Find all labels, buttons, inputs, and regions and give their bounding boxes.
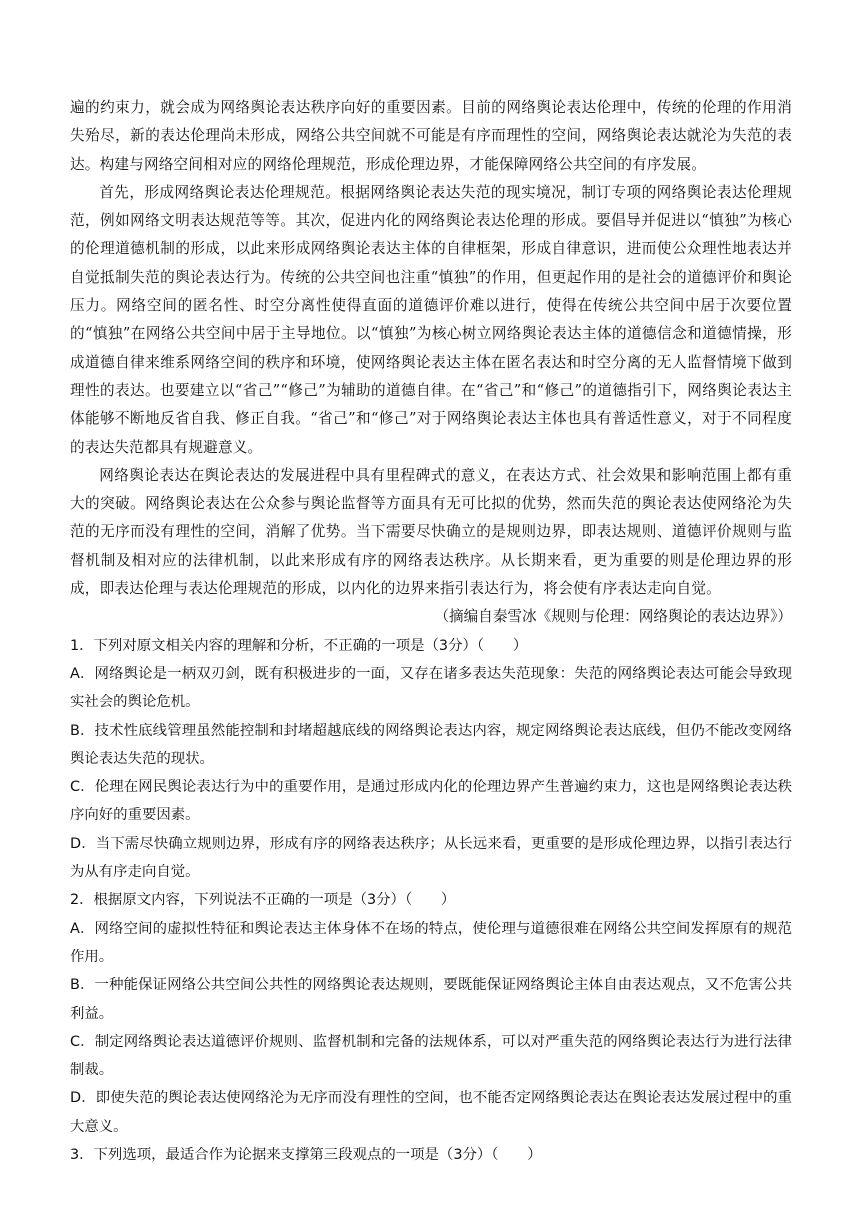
- question-2: [70, 886, 792, 1141]
- question-1-option-c: C．伦理在网民舆论表达行为中的重要作用，是通过形成内化的伦理边界产生普遍约束力，这也是网络舆论表达秩序向好的重要因素。: [70, 779, 792, 824]
- question-1-option-d: D．当下需尽快确立规则边界，形成有序的网络表达秩序；从长远来看，更重要的是形成伦理边界，以指引表达行为从有序走向自觉。: [70, 835, 792, 881]
- question-1-stem: 1．下列对原文相关内容的理解和分析，不正确的一项是（3分）（ ）: [70, 637, 528, 654]
- question-2-option-b: B．一种能保证网络公共空间公共性的网络舆论表达规则，要既能保证网络舆论主体自由表达观点，又不危害公共利益。: [70, 977, 792, 1022]
- question-1-option-a: A．网络舆论是一柄双刃剑，既有积极进步的一面，又存在诸多表达失范现象：失范的网络舆论表达可能会导致现实社会的舆论危机。: [70, 665, 792, 711]
- passage-paragraph-conclusion: 网络舆论表达在舆论表达的发展进程中具有里程碑式的意义，在表达方式、社会效果和影响范围上都有重大的突破。网络舆论表达在公众参与舆论监督等方面具有无可比拟的优势，然而失范的舆论表达使网络沦为失范的无序而没有理性的空间，消解了优势。当下需要尽快确立的是规则边界，即表达规则、道德评价规则与监督机制及相对应的法律机制，以此来形成有序的网络表达秩序。从长期来看，更为重要的则是伦理边界的形成，即表达伦理与表达伦理规范的形成，以内化的边界来指引表达行为，将会使有序表达走向自觉。: [70, 466, 792, 598]
- question-2-option-c: C．制定网络舆论表达道德评价规则、监督机制和完备的法规体系，可以对严重失范的网络舆论表达行为进行法律制裁。: [70, 1033, 792, 1079]
- question-2-option-d: D．即使失范的舆论表达使网络沦为无序而没有理性的空间，也不能否定网络舆论表达在舆论表达发展过程中的重大意义。: [70, 1090, 792, 1135]
- question-2-option-a: A．网络空间的虚拟性特征和舆论表达主体身体不在场的特点，使伦理与道德很难在网络公共空间发挥原有的规范作用。: [70, 920, 792, 965]
- question-3: [70, 1141, 792, 1169]
- question-3-stem: 3．下列选项，最适合作为论据来支撑第三段观点的一项是（3分）（ ）: [70, 1146, 542, 1163]
- exam-page: [70, 94, 792, 1169]
- passage-paragraph-continued: 遍的约束力，就会成为网络舆论表达秩序向好的重要因素。目前的网络舆论表达伦理中，传统的伦理的作用消失殆尽，新的表达伦理尚未形成，网络公共空间就不可能是有序而理性的空间，网络舆论表达就沦为失范的表达。构建与网络空间相对应的网络伦理规范，形成伦理边界，才能保障网络公共空间的有序发展。: [70, 99, 792, 173]
- question-1: [70, 632, 792, 887]
- passage-paragraph-norms: 首先，形成网络舆论表达伦理规范。根据网络舆论表达失范的现实境况，制订专项的网络舆论表达伦理规范，例如网络文明表达规范等等。其次，促进内化的网络舆论表达伦理的形成。要倡导并促进以“慎独”为核心的伦理道德机制的形成，以此来形成网络舆论表达主体的自律框架，形成自律意识，进而使公众理性地表达并自觉抵制失范的舆论表达行为。传统的公共空间也注重“慎独”的作用，但更起作用的是社会的道德评价和舆论压力。网络空间的匿名性、时空分离性使得直面的道德评价难以进行，使得在传统公共空间中居于次要位置的“慎独”在网络公共空间中居于主导地位。以“慎独”为核心树立网络舆论表达主体的道德信念和道德情操，形成道德自律来维系网络空间的秩序和环境，使网络舆论表达主体在匿名表达和时空分离的无人监督情境下做到理性的表达。也要建立以“省己”“修己”为辅助的道德自律。在“省己”和“修己”的道德指引下，网络舆论表达主体能够不断地反省自我、修正自我。“省己”和“修己”对于网络舆论表达主体也具有普适性意义，对于不同程度的表达失范都具有规避意义。: [70, 183, 792, 456]
- question-2-stem: 2．根据原文内容，下列说法不正确的一项是（3分）（ ）: [70, 892, 456, 909]
- passage-source: （摘编自秦雪冰《规则与伦理：网络舆论的表达边界》）: [434, 608, 792, 626]
- question-1-option-b: B．技术性底线管理虽然能控制和封堵超越底线的网络舆论表达内容，规定网络舆论表达底线，但仍不能改变网络舆论表达失范的现状。: [70, 722, 792, 767]
